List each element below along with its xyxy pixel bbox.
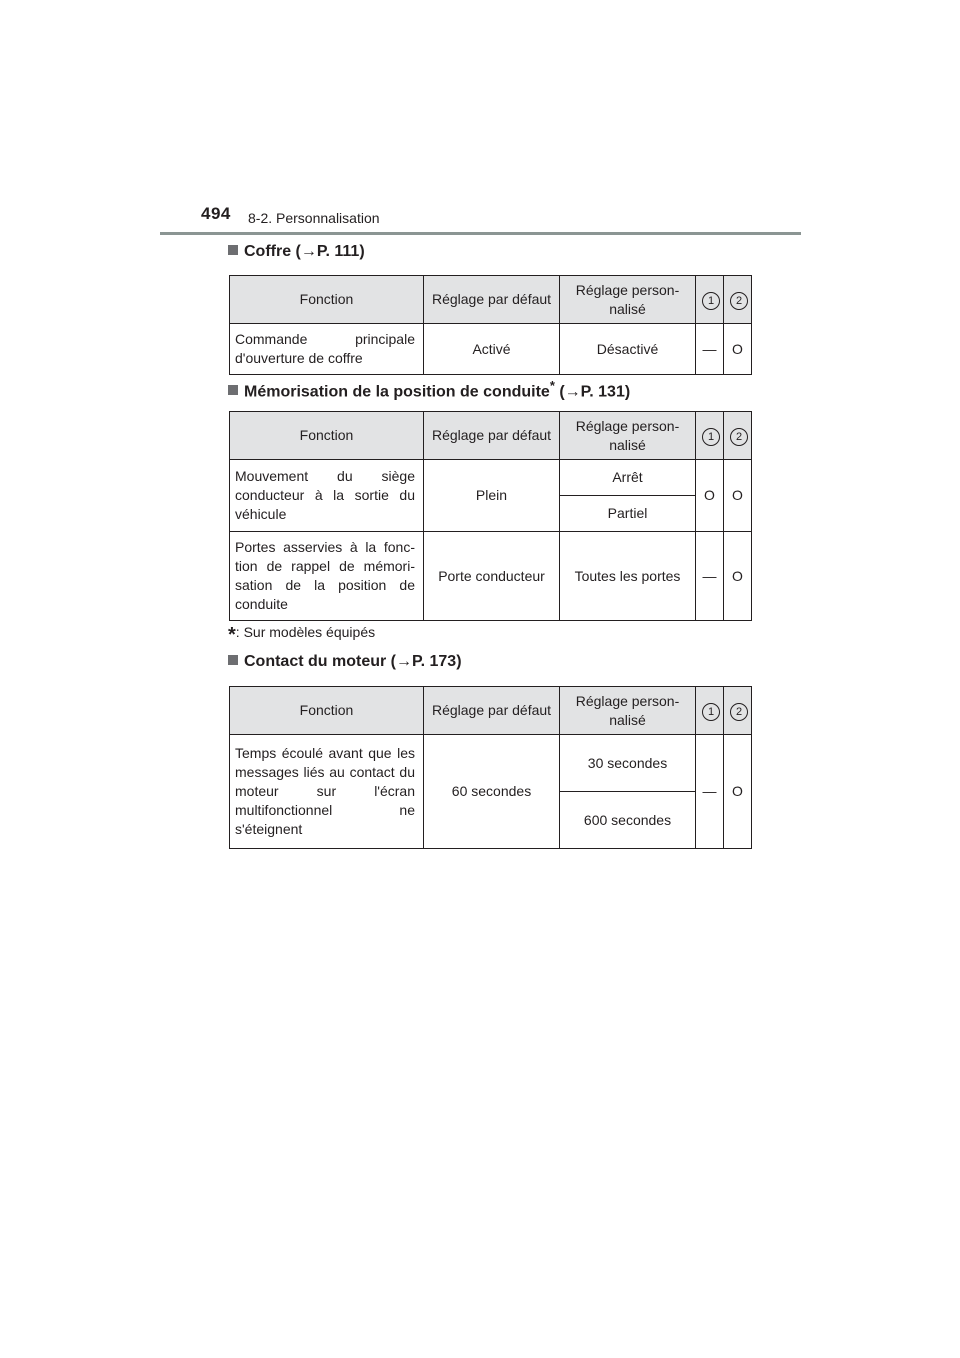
cell-custom: Partiel bbox=[560, 496, 696, 532]
cell-col1: O bbox=[696, 460, 724, 532]
heading-coffre bbox=[228, 243, 365, 261]
cell-custom: Arrêt bbox=[560, 460, 696, 496]
header-fonction: Fonction bbox=[230, 412, 424, 460]
circled-2-icon: 2 bbox=[730, 703, 748, 721]
table-header-row bbox=[230, 412, 752, 460]
header-col2 bbox=[724, 687, 752, 735]
cell-col2: O bbox=[724, 460, 752, 532]
cell-function: Commande principale d'ouverture de coffre bbox=[230, 324, 424, 375]
header-custom: Réglage person-nalisé bbox=[560, 276, 696, 324]
table-row bbox=[230, 460, 752, 496]
cell-col2: O bbox=[724, 532, 752, 621]
square-bullet-icon bbox=[228, 385, 238, 395]
square-bullet-icon bbox=[228, 655, 238, 665]
header-fonction: Fonction bbox=[230, 687, 424, 735]
header-col1 bbox=[696, 412, 724, 460]
circled-2-icon: 2 bbox=[730, 292, 748, 310]
cell-default: Porte conducteur bbox=[424, 532, 560, 621]
header-default: Réglage par défaut bbox=[424, 412, 560, 460]
footnote-text: : Sur modèles équipés bbox=[235, 624, 376, 640]
heading-ref: (→P. 131) bbox=[554, 383, 631, 401]
heading-text: Mémorisation de la position de conduite bbox=[244, 383, 550, 401]
cell-custom: 600 secondes bbox=[560, 792, 696, 849]
cell-custom: 30 secondes bbox=[560, 735, 696, 792]
header-col1 bbox=[696, 687, 724, 735]
header-custom: Réglage person-nalisé bbox=[560, 412, 696, 460]
cell-function: Portes asservies à la fonc-tion de rappel de mémori-sation de la position de conduite bbox=[230, 532, 424, 621]
cell-col1: — bbox=[696, 532, 724, 621]
cell-col2: O bbox=[724, 324, 752, 375]
circled-1-icon: 1 bbox=[702, 292, 720, 310]
asterisk-mark: * bbox=[549, 378, 555, 393]
header-col2 bbox=[724, 412, 752, 460]
cell-default: 60 secondes bbox=[424, 735, 560, 849]
circled-1-icon: 1 bbox=[702, 428, 720, 446]
cell-custom: Toutes les portes bbox=[560, 532, 696, 621]
table-row bbox=[230, 532, 752, 621]
cell-col2: O bbox=[724, 735, 752, 849]
table-memorisation bbox=[229, 411, 752, 621]
heading-text: Contact du moteur (→P. 173) bbox=[244, 653, 462, 670]
cell-col1: — bbox=[696, 735, 724, 849]
table-row bbox=[230, 735, 752, 792]
cell-function: Temps écoulé avant que les messages liés au contact du moteur sur l'écran multifonctionnel ne s'éteignent bbox=[230, 735, 424, 849]
header-custom: Réglage person-nalisé bbox=[560, 687, 696, 735]
heading-contact-moteur bbox=[228, 653, 462, 671]
page-number: 494 bbox=[201, 204, 231, 223]
cell-custom: Désactivé bbox=[560, 324, 696, 375]
heading-text: Coffre (→P. 111) bbox=[244, 243, 365, 260]
cell-col1: — bbox=[696, 324, 724, 375]
header-col2 bbox=[724, 276, 752, 324]
heading-memorisation bbox=[228, 378, 630, 401]
section-title: 8-2. Personnalisation bbox=[248, 210, 380, 226]
cell-default: Plein bbox=[424, 460, 560, 532]
table-coffre bbox=[229, 275, 752, 375]
table-row bbox=[230, 324, 752, 375]
cell-function: Mouvement du siège conducteur à la sortie du véhicule bbox=[230, 460, 424, 532]
footnote-asterisk: * bbox=[228, 624, 236, 646]
table-header-row bbox=[230, 687, 752, 735]
square-bullet-icon bbox=[228, 245, 238, 255]
circled-2-icon: 2 bbox=[730, 428, 748, 446]
table-contact-moteur bbox=[229, 686, 752, 849]
footnote bbox=[228, 624, 375, 647]
circled-1-icon: 1 bbox=[702, 703, 720, 721]
header-default: Réglage par défaut bbox=[424, 687, 560, 735]
header-rule bbox=[160, 232, 801, 235]
header-default: Réglage par défaut bbox=[424, 276, 560, 324]
header-fonction: Fonction bbox=[230, 276, 424, 324]
cell-default: Activé bbox=[424, 324, 560, 375]
header-col1 bbox=[696, 276, 724, 324]
table-header-row bbox=[230, 276, 752, 324]
